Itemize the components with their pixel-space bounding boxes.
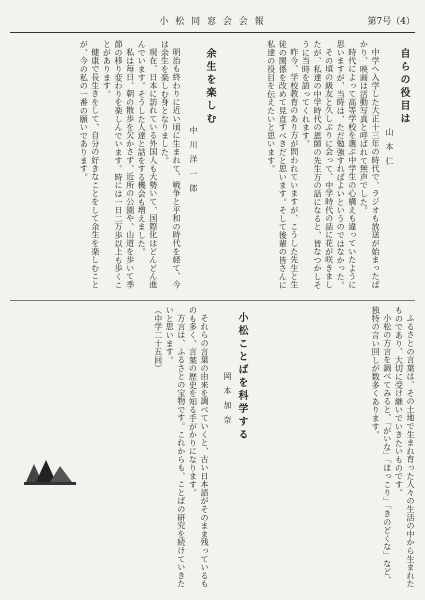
article-2-headline: 余生を楽しむ [204, 48, 215, 126]
article-3-paragraph: 小松の方言を調べてみると、「がいな」「ほっこり」「きのどくな」など、独特の言い回しが数多くあります。 [371, 306, 393, 585]
page-header [10, 14, 415, 30]
article-3-paragraph: 方言は、ふるさとの宝物です。これからも、ことばの研究を続けていきたいと思います。 [165, 306, 187, 588]
article-1-paragraph: 中学へ入学した大正十三年の時代で、ラジオも放送が始まったばかり、映画は活動写真と呼ばれて無声でした。 [359, 40, 381, 289]
article-2-body [12, 40, 182, 294]
article-3-body-left [100, 306, 210, 592]
article-1-paragraph: 時代によって高等学校を選ぶ中学生の心構えも違っていたように思いますが、当時は、ただ勉強すればよいというのではなかった。 [336, 40, 358, 289]
article-3-paragraph: ふるさとの言葉は、その土地で生まれ育った人々の生活の中から生まれたものであり、大切に受け継いでいきたいものです。 [394, 306, 416, 588]
header-rule [10, 32, 415, 33]
article-3-body-right [256, 306, 416, 592]
newsletter-title: 小 松 同 窓 会 会 報 [159, 17, 266, 27]
article-1-paragraph: 昨今、学校教育のあり方が問われていますが、こうした先生と生徒の関係を改めて見直すべきだと思います。そして後輩の皆さんに私達の役目を伝えたいと思います。 [266, 40, 300, 289]
article-2-paragraph: 明治も終わりに近い頃に生まれて、戦争と平和の時代を経て、今は余生を楽しむ身となりました。 [160, 40, 182, 289]
article-2-author: 中 川 洋 一 郎 [189, 126, 198, 195]
article-3-author: 岡 本 加 奈 [223, 372, 232, 426]
issue-number: 第7号（4） [367, 17, 415, 27]
books-illustration-icon [22, 452, 78, 488]
article-3-date: （中学二十五回） [153, 306, 164, 373]
article-1-body [241, 40, 381, 294]
article-2-paragraph: 健康で長生きをして、自分の好きなことをして余生を楽しむことが、今の私の一番の願いであります。 [79, 40, 101, 289]
article-1-author: 山 本 仁 [385, 128, 394, 168]
article-2-paragraph: 私は毎日、朝の散歩を欠かさず、近所の公園や、山道を歩いて季節の移り変わりを楽しんでいます。時には一日二万歩以上も歩くことがあります。 [102, 40, 136, 289]
section-divider [10, 300, 415, 301]
article-3-paragraph: それらの言葉の由来を調べていくと、古い日本語がそのまま残っているものも多く、言葉の歴史を知る手がかりになります。 [188, 306, 210, 588]
article-1-headline: 自らの役目は [398, 48, 409, 126]
article-2-paragraph: 現在、日本に訪れている外国人も大勢いて、国際化はどんどん進んでいます。そうした人達と話をする機会も増えました。 [137, 40, 159, 289]
article-1-paragraph: その頃の級友と久しぶりに会って、中学時代の話に花が咲きましたが、私達の中学時代の恩師の先生方の話になると、皆なつかしそうに当時を語ってくれます。 [301, 40, 335, 289]
article-3-headline: 小松ことばを科学する [236, 312, 247, 442]
